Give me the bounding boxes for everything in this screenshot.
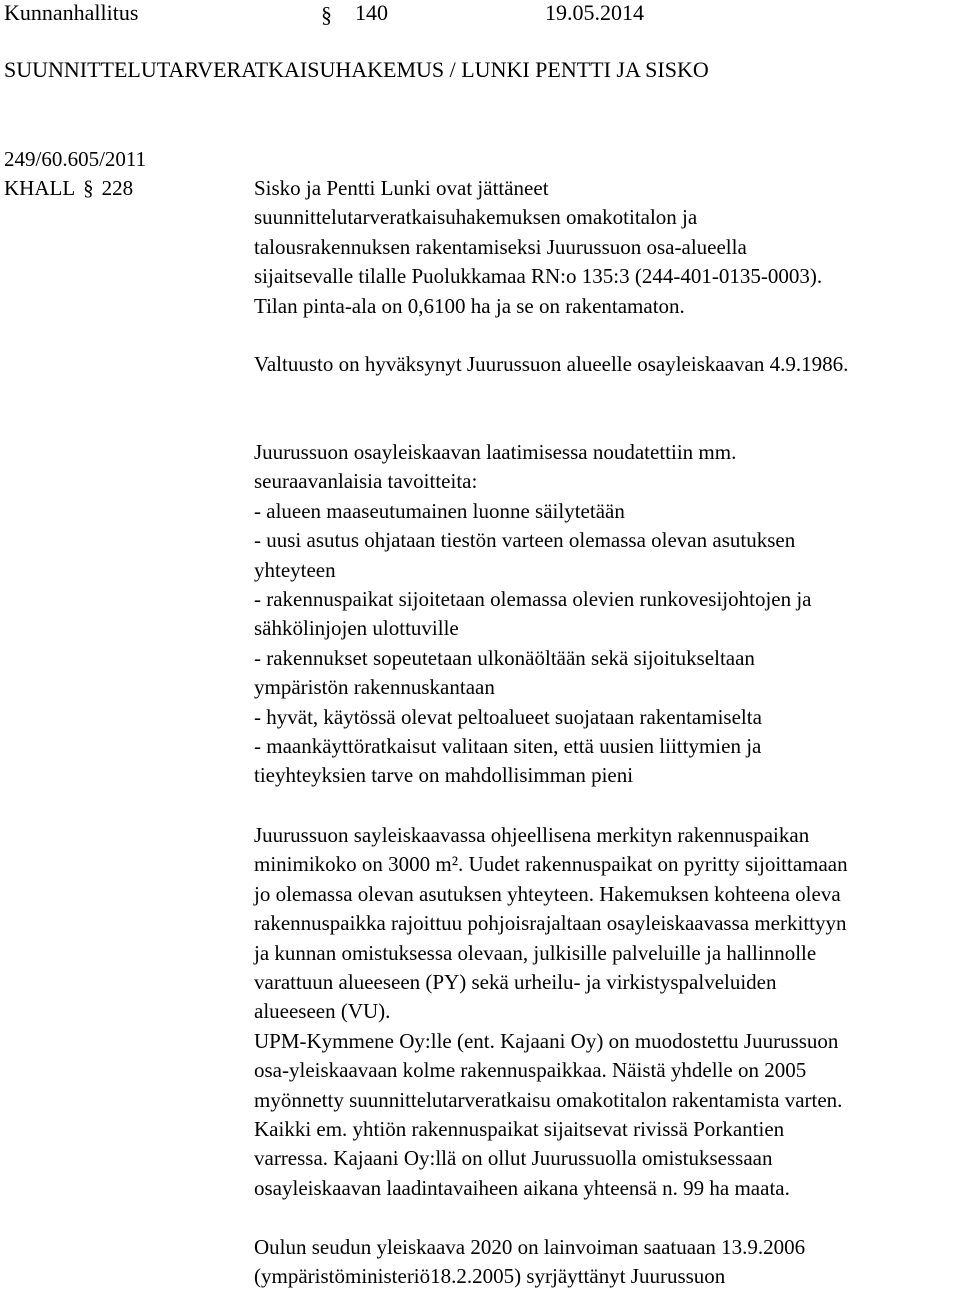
meeting-date: 19.05.2014 — [545, 0, 644, 25]
paragraph-regional-plan — [254, 1233, 959, 1292]
paragraph-council-approval — [254, 350, 959, 379]
record-number: 249/60.605/2011 — [4, 147, 147, 171]
text-line: varattuun alueeseen (PY) sekä urheilu- ja virkistyspalveluiden — [254, 969, 777, 994]
goal-list-item: - rakennuspaikat sijoitetaan olemassa olevien runkovesijohtojen ja — [254, 586, 812, 611]
text-line: myönnetty suunnittelutarveratkaisu omakotitalon rakentamista varten. — [254, 1087, 843, 1112]
paragraph-application — [254, 174, 959, 321]
goal-list-item: sähkölinjojen ulottuville — [254, 616, 459, 641]
goal-list-item: - rakennukset sopeutetaan ulkonäöltään sekä sijoitukseltaan — [254, 645, 755, 670]
board-section-number: 228 — [101, 176, 134, 200]
text-line: seuraavanlaisia tavoitteita: — [254, 469, 478, 494]
board-label: KHALL — [4, 176, 76, 200]
text-line: osa-yleiskaavaan kolme rakennuspaikkaa. Näistä yhdelle on 2005 — [254, 1058, 807, 1083]
section-number: 140 — [355, 0, 388, 25]
text-line: minimikoko on 3000 m². Uudet rakennuspaikat on pyritty sijoittamaan — [254, 852, 848, 877]
text-line: rakennuspaikka rajoittuu pohjoisrajaltaan osayleiskaavassa merkittyyn — [254, 911, 847, 936]
section-symbol: § — [321, 2, 332, 27]
goal-list-item: - hyvät, käytössä olevat peltoalueet suojataan rakentamiselta — [254, 704, 762, 729]
text-line: alueeseen (VU). — [254, 999, 391, 1024]
text-line: Juurussuon sayleiskaavassa ohjeellisena merkityn rakennuspaikan — [254, 823, 810, 847]
goal-list-item: ympäristön rakennuskantaan — [254, 675, 495, 700]
paragraph-plan-goals — [254, 438, 959, 791]
text-line: Tilan pinta-ala on 0,6100 ha ja se on rakentamaton. — [254, 293, 685, 318]
text-line: talousrakennuksen rakentamiseksi Juurussuon osa-alueella — [254, 234, 747, 259]
goal-list-item: - alueen maaseutumainen luonne säilytetään — [254, 498, 625, 523]
text-line: Juurussuon osayleiskaavan laatimisessa noudatettiin mm. — [254, 440, 737, 464]
goal-list-item: - maankäyttöratkaisut valitaan siten, että uusien liittymien ja — [254, 733, 762, 758]
text-line: sijaitsevalle tilalle Puolukkamaa RN:o 135:3 (244-401-0135-0003). — [254, 264, 823, 289]
text-line: Kaikki em. yhtiön rakennuspaikat sijaitsevat rivissä Porkantien — [254, 1116, 785, 1141]
text-line: (ympäristöministeriö18.2.2005) syrjäyttänyt Juurussuon — [254, 1264, 726, 1289]
text-line: UPM-Kymmene Oy:lle (ent. Kajaani Oy) on muodostettu Juurussuon — [254, 1028, 839, 1053]
goal-list-item: tieyhteyksien tarve on mahdollisimman pieni — [254, 763, 634, 788]
text-line: suunnittelutarveratkaisuhakemuksen omakotitalon ja — [254, 205, 698, 230]
goal-list-item: - uusi asutus ohjataan tiestön varteen olemassa olevan asutuksen — [254, 528, 796, 553]
organ-name: Kunnanhallitus — [4, 0, 139, 25]
text-line: ja kunnan omistuksessa olevaan, julkisille palveluille ja hallinnolle — [254, 940, 817, 965]
text-line: osayleiskaavan laadintavaiheen aikana yhteensä n. 99 ha maata. — [254, 1175, 790, 1200]
board-section-symbol: § — [83, 176, 94, 200]
text-line: Oulun seudun yleiskaava 2020 on lainvoiman saatuaan 13.9.2006 — [254, 1235, 806, 1259]
paragraph-building-sites — [254, 821, 959, 1203]
text-line: Sisko ja Pentti Lunki ovat jättäneet — [254, 176, 549, 200]
text-line: jo olemassa olevan asutuksen yhteyteen. Hakemuksen kohteena oleva — [254, 881, 841, 906]
document-title: SUUNNITTELUTARVERATKAISUHAKEMUS / LUNKI PENTTI JA SISKO — [4, 57, 709, 82]
board-reference — [4, 174, 133, 203]
goal-list-item: yhteyteen — [254, 557, 336, 582]
text-line: varressa. Kajaani Oy:llä on ollut Juurussuolla omistuksessaan — [254, 1146, 773, 1171]
text-line: Valtuusto on hyväksynyt Juurussuon alueelle osayleiskaavan 4.9.1986. — [254, 352, 849, 376]
